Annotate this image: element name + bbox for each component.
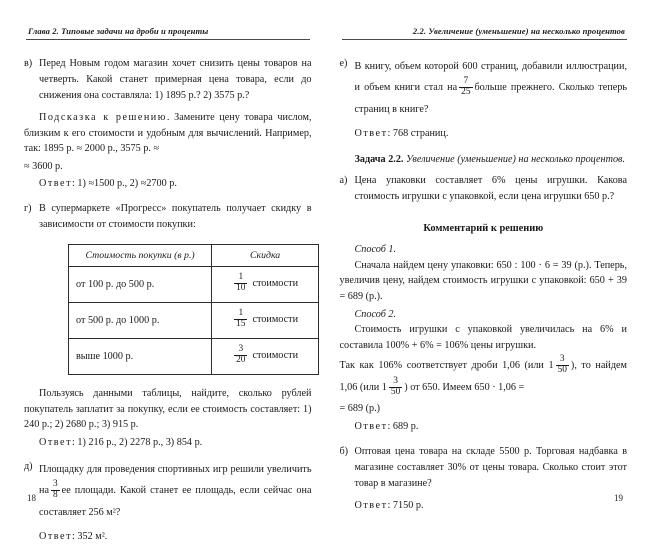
task-heading-number: Задача 2.2. — [355, 154, 404, 165]
answer-label-v: Ответ — [39, 178, 72, 189]
fraction-3-50: $\frac{3}{50}$ — [556, 355, 569, 376]
fraction-1-15: $\frac{1}{15}$ — [234, 309, 247, 330]
item-marker-g: г) — [24, 201, 39, 217]
table-cell-range: выше 1000 р. — [69, 338, 212, 374]
item-text-v: Перед Новым годом магазин хочет снизить цены товаров на четверть. Какой станет примерная цена товара, если до снижения она составляла: 1) 1895 р.? 2) 3575 р.? — [39, 56, 312, 104]
discount-table — [68, 244, 319, 375]
hint-text-v: . Замените цену товара числом, близким к его стоимости и удобным для вычислений. Например, так: 1895 р. ≈ 2000 р., 3575 р. ≈ — [24, 112, 312, 154]
table-cell-discount — [212, 302, 319, 338]
answer-text-g: : 1) 216 р., 2) 2278 р., 3) 854 р. — [72, 437, 202, 448]
table-cell-range: от 100 р. до 500 р. — [69, 266, 212, 302]
answer-e — [355, 126, 628, 142]
hint-label-v: Подсказка к решению — [39, 112, 167, 123]
item-text-d-part1: Площадку для проведения спортивных игр решили увеличить на — [39, 464, 312, 496]
answer-label-b: Ответ — [355, 500, 388, 511]
left-running-head: Глава 2. Типовые задачи на дроби и проценты — [24, 26, 312, 36]
method-2-label: Способ 2. — [355, 307, 628, 323]
item-marker-e: е) — [340, 56, 355, 72]
discount-suffix: стоимости — [252, 350, 298, 361]
method-2-prefix: Так как 106% соответствует дроби 1,06 (или 1 — [340, 360, 554, 371]
item-text-g: В супермаркете «Прогресс» покупатель получает скидку в зависимости от стоимости покупки: — [39, 201, 312, 233]
right-header-rule — [342, 39, 628, 40]
method-2-suffix: ) от 650. Имеем 650 · 1,06 = — [404, 382, 524, 393]
table-cell-discount — [212, 266, 319, 302]
fraction-7-25: $\frac{7}{25}$ — [459, 77, 472, 98]
table-row — [69, 266, 319, 302]
method-2-text-part1: Стоимость игрушки с упаковкой увеличилась на 6% и составила 100% + 6% = 106% цены игрушки. — [340, 322, 628, 353]
fraction-1-10: $\frac{1}{10}$ — [234, 273, 247, 294]
commentary-heading: Комментарий к решению — [340, 223, 628, 234]
item-marker-v: в) — [24, 56, 39, 72]
item-text-d-part2: ее площади. Какой станет ее площадь, если сейчас она составляет 256 м²? — [39, 485, 312, 518]
table-row — [69, 338, 319, 374]
item-text-e-part2: больше прежнего. Сколько теперь страниц в книге? — [355, 82, 628, 115]
exercise-item-b — [340, 444, 628, 492]
table-header-row — [69, 244, 319, 266]
after-table-paragraph: Пользуясь данными таблицы, найдите, сколько рублей покупатель заплатит за покупку, если ее стоимость составляет: 1) 240 р.; 2) 2680 р.; 3) 915 р. — [24, 386, 312, 433]
fraction-3-8: $\frac{3}{8}$ — [51, 480, 60, 501]
table-cell-discount — [212, 338, 319, 374]
discount-suffix: стоимости — [252, 314, 298, 325]
answer-text-d: : 352 м². — [72, 531, 107, 542]
method-2-middle: ), то найдем 1,06 (или 1 — [340, 360, 628, 393]
table-cell-range: от 500 р. до 1000 р. — [69, 302, 212, 338]
item-marker-a: а) — [340, 173, 355, 189]
exercise-item-d — [24, 459, 312, 523]
item-marker-d: д) — [24, 459, 39, 475]
answer-b — [355, 498, 628, 514]
answer-label-method-2: Ответ — [355, 421, 388, 432]
exercise-item-a — [340, 173, 628, 205]
method-1-text: Сначала найдем цену упаковки: 650 : 100 · 6 = 39 (р.). Теперь, увеличив цену, найдем стоимость игрушки с упаковкой: 650 + 39 = 689 (р.). — [340, 258, 628, 305]
hint-paragraph-v — [24, 110, 312, 157]
table-header-discount: Скидка — [212, 244, 319, 266]
answer-text-e: : 768 страниц. — [388, 128, 449, 139]
answer-text-b: : 7150 р. — [388, 500, 424, 511]
answer-v — [39, 176, 312, 192]
answer-label-d: Ответ — [39, 531, 72, 542]
table-header-cost: Стоимость покупки (в р.) — [69, 244, 212, 266]
answer-label-e: Ответ — [355, 128, 388, 139]
left-page-number: 18 — [27, 493, 36, 503]
item-text-d — [39, 459, 312, 523]
right-running-head: 2.2. Увеличение (уменьшение) на несколько процентов — [340, 26, 628, 36]
answer-method-2 — [355, 419, 628, 435]
method-1-label: Способ 1. — [355, 242, 628, 258]
item-text-e — [355, 56, 628, 120]
method-2-text-part2 — [340, 355, 628, 399]
task-heading — [340, 152, 628, 168]
table-row — [69, 302, 319, 338]
exercise-item-g — [24, 201, 312, 233]
hint-paragraph-v-cont: ≈ 3600 р. — [24, 159, 312, 175]
exercise-item-e — [340, 56, 628, 120]
item-text-a: Цена упаковки составляет 6% цены игрушки. Какова стоимость игрушки с упаковкой, если цена игрушки 650 р.? — [355, 173, 628, 205]
left-page — [0, 0, 326, 540]
item-marker-b: б) — [340, 444, 355, 460]
item-text-e-part1: В книгу, объем которой 600 страниц, добавили иллюстрации, и объем книги стал на — [355, 61, 628, 93]
method-2-text-part5: = 689 (р.) — [340, 401, 628, 417]
answer-text-method-2: : 689 р. — [388, 421, 419, 432]
answer-label-g: Ответ — [39, 437, 72, 448]
fraction-3-20: $\frac{3}{20}$ — [234, 345, 247, 366]
task-heading-title: Увеличение (уменьшение) на несколько процентов. — [403, 154, 625, 165]
answer-text-v: : 1) ≈1500 р., 2) ≈2700 р. — [72, 178, 177, 189]
fraction-3-50-second: $\frac{3}{50}$ — [389, 377, 402, 398]
item-text-b: Оптовая цена товара на складе 5500 р. Торговая надбавка в магазине составляет 30% от цены товара. Сколько стоит этот товар в магазине? — [355, 444, 628, 492]
exercise-item-v — [24, 56, 312, 104]
left-header-rule — [26, 39, 310, 40]
discount-suffix: стоимости — [252, 278, 298, 289]
answer-g — [39, 435, 312, 451]
answer-d — [39, 529, 312, 545]
right-page-number: 19 — [614, 493, 623, 503]
right-page — [326, 0, 651, 540]
